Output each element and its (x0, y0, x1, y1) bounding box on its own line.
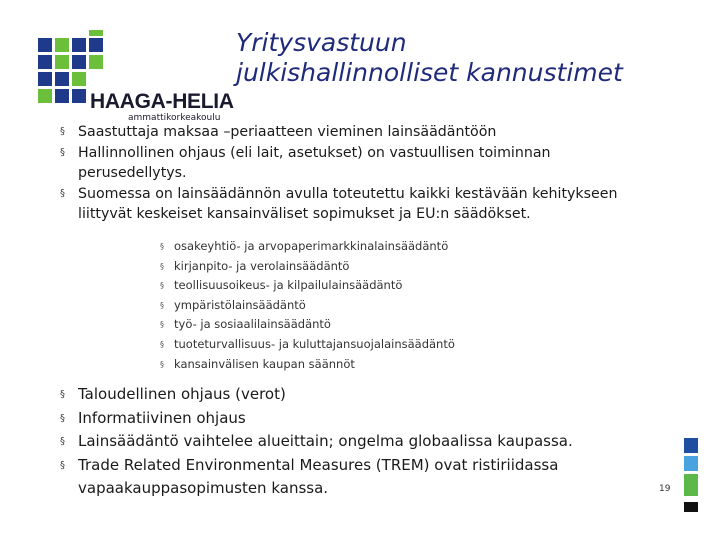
bullet-item (60, 430, 680, 454)
bullet-text-line: vapaakauppasopimusten kanssa. (78, 479, 329, 497)
sub-bullet-text: teollisuusoikeus- ja kilpailulainsäädäntö (174, 278, 403, 293)
bullet-marker: § (60, 146, 65, 158)
bullet-marker: § (60, 126, 65, 137)
decor-square-blue (684, 438, 698, 453)
logo-square (55, 72, 69, 86)
logo-square (89, 38, 103, 52)
bullet-text-line: Suomessa on lainsäädännön avulla toteutettu kaikki kestävään kehitykseen (78, 185, 618, 202)
bullet-item (60, 383, 680, 407)
logo-square (89, 30, 103, 36)
title-line: Yritysvastuun (236, 28, 407, 57)
sub-bullet-text: kirjanpito- ja verolainsäädäntö (174, 258, 350, 273)
bullet-text-line: Trade Related Environmental Measures (TREM) ovat ristiriidassa (78, 455, 559, 474)
bullet-text-line: Informatiivinen ohjaus (78, 408, 246, 427)
bullet-marker: § (60, 459, 65, 471)
logo-square (72, 55, 86, 69)
logo-square (55, 89, 69, 103)
bullet-list-bottom (60, 383, 680, 501)
slide-title (236, 28, 706, 88)
bullet-item (60, 122, 680, 143)
sub-bullet-list (160, 237, 580, 374)
decor-square-black (684, 502, 698, 512)
bullet-item (60, 143, 680, 184)
logo-square (89, 55, 103, 69)
logo-square (72, 38, 86, 52)
haaga-helia-logo (38, 30, 234, 123)
bullet-list-top (60, 122, 680, 225)
title-line: julkishallinnolliset kannustimet (236, 58, 623, 87)
sub-bullet-item (160, 237, 580, 257)
bullet-item (60, 407, 680, 431)
logo-square (72, 72, 86, 86)
sub-bullet-text: osakeyhtiö- ja arvopaperimarkkinalainsäädäntö (174, 239, 449, 253)
sub-bullet-item (160, 355, 580, 375)
sub-bullet-item (160, 335, 580, 355)
sub-bullet-text: tuoteturvallisuus- ja kuluttajansuojalainsäädäntö (174, 336, 455, 351)
bullet-text-line: liittyvät keskeiset kansainväliset sopimukset ja EU:n säädökset. (78, 206, 531, 222)
decor-square-green (684, 474, 698, 496)
logo-square (38, 38, 52, 52)
bullet-text-line: perusedellytys. (78, 165, 187, 181)
bullet-text-line: Taloudellinen ohjaus (verot) (78, 385, 286, 403)
bullet-text-line: Lainsäädäntö vaihtelee alueittain; ongelma globaalissa kaupassa. (78, 432, 573, 450)
bullet-marker: § (160, 242, 164, 251)
bullet-text-line: Saastuttaja maksaa –periaatteen vieminen lainsäädäntöön (78, 124, 497, 140)
bullet-marker: § (60, 389, 65, 400)
sub-bullet-item (160, 296, 580, 316)
bullet-marker: § (160, 339, 164, 349)
bullet-marker: § (160, 281, 164, 291)
sub-bullet-item (160, 315, 580, 335)
logo-name: HAAGA-HELIA (90, 90, 234, 113)
bullet-marker: § (60, 436, 65, 447)
logo-square (72, 89, 86, 103)
bullet-marker: § (160, 320, 164, 330)
sub-bullet-text: ympäristölainsäädäntö (174, 297, 306, 312)
sub-bullet-text: työ- ja sosiaalilainsäädäntö (174, 317, 331, 332)
sub-bullet-item (160, 257, 580, 277)
logo-subtitle: ammattikorkeakoulu (128, 113, 221, 123)
bullet-marker: § (160, 359, 164, 369)
logo-square (55, 55, 69, 69)
logo-square (38, 72, 52, 86)
logo-square (38, 55, 52, 69)
page-number: 19 (659, 484, 671, 494)
bullet-marker: § (160, 261, 164, 271)
sub-bullet-item (160, 276, 580, 296)
bullet-item (60, 184, 680, 225)
logo-square (38, 89, 52, 103)
bullet-text-line: Hallinnollinen ohjaus (eli lait, asetukset) on vastuullisen toiminnan (78, 144, 551, 161)
bullet-item (60, 454, 680, 501)
bullet-marker: § (60, 187, 65, 199)
bullet-marker: § (160, 300, 164, 310)
decor-square-light (684, 456, 698, 471)
bullet-marker: § (60, 412, 65, 424)
logo-square (55, 38, 69, 52)
sub-bullet-text: kansainvälisen kaupan säännöt (174, 356, 355, 371)
